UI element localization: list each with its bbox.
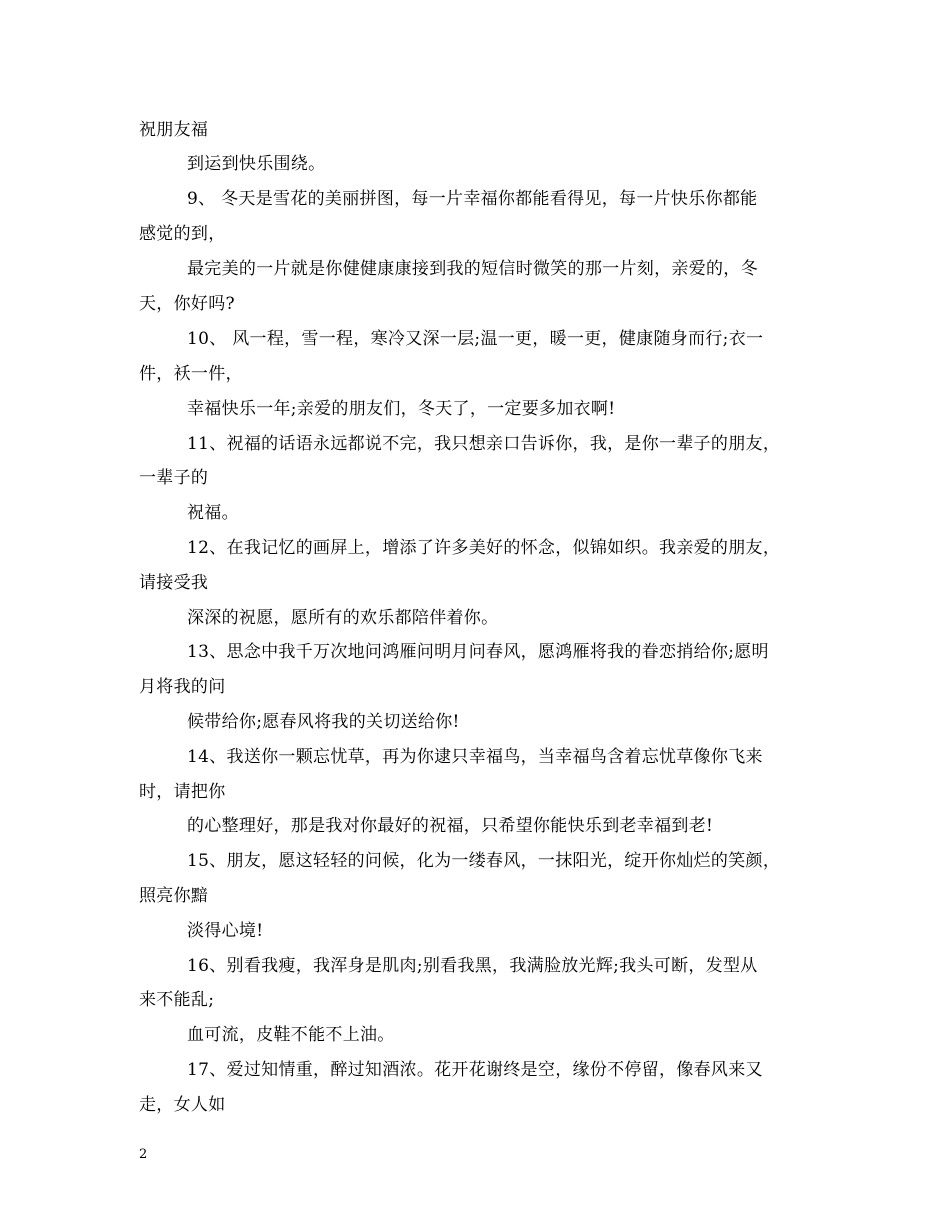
text-line: 血可流，皮鞋不能不上油。 — [187, 1025, 395, 1045]
text-line: 来不能乱; — [139, 990, 215, 1010]
text-line: 10、 风一程，雪一程，寒冷又深一层;温一更，暖一更，健康随身而行;衣一 — [187, 329, 764, 349]
text-line: 淡得心境! — [187, 921, 264, 941]
text-line: 感觉的到， — [139, 224, 226, 244]
text-line: 祝朋友福 — [139, 120, 209, 140]
text-line: 请接受我 — [139, 573, 209, 593]
text-line: 16、别看我瘦，我浑身是肌肉;别看我黑，我满脸放光辉;我头可断，发型从 — [187, 956, 758, 976]
text-line: 一辈子的 — [139, 468, 209, 488]
text-line: 件，袄一件， — [139, 364, 243, 384]
text-line: 祝福。 — [187, 503, 239, 523]
text-line: 14、我送你一颗忘忧草，再为你逮只幸福鸟，当幸福鸟含着忘忧草像你飞来 — [187, 747, 763, 767]
text-line: 15、朋友，愿这轻轻的问候，化为一缕春风，一抹阳光，绽开你灿烂的笑颜， — [187, 851, 781, 871]
text-line: 的心整理好，那是我对你最好的祝福，只希望你能快乐到老幸福到老! — [187, 816, 714, 836]
text-line: 深深的祝愿，愿所有的欢乐都陪伴着你。 — [187, 608, 499, 628]
text-line: 最完美的一片就是你健健康康接到我的短信时微笑的那一片刻，亲爱的，冬 — [187, 259, 758, 279]
text-line: 天，你好吗? — [139, 294, 235, 314]
text-line: 时，请把你 — [139, 782, 226, 802]
text-line: 月将我的问 — [139, 677, 226, 697]
text-line: 13、思念中我千万次地问鸿雁问明月问春风，愿鸿雁将我的眷恋捎给你;愿明 — [187, 642, 769, 662]
page-number: 2 — [139, 1147, 148, 1162]
text-line: 11、祝福的话语永远都说不完，我只想亲口告诉你，我，是你一辈子的朋友， — [187, 434, 781, 454]
text-line: 幸福快乐一年;亲爱的朋友们，冬天了，一定要多加衣啊! — [187, 399, 616, 419]
text-line: 照亮你黯 — [139, 886, 209, 906]
text-line: 17、爱过知情重，醉过知酒浓。花开花谢终是空，缘份不停留，像春风来又 — [187, 1060, 763, 1080]
text-line: 到运到快乐围绕。 — [187, 154, 326, 174]
text-line: 12、在我记忆的画屏上，增添了许多美好的怀念，似锦如织。我亲爱的朋友， — [187, 538, 781, 558]
text-line: 9、 冬天是雪花的美丽拼图，每一片幸福你都能看得见，每一片快乐你都能 — [187, 189, 758, 209]
text-line: 候带给你;愿春风将我的关切送给你! — [187, 712, 460, 732]
text-line: 走，女人如 — [139, 1095, 226, 1115]
